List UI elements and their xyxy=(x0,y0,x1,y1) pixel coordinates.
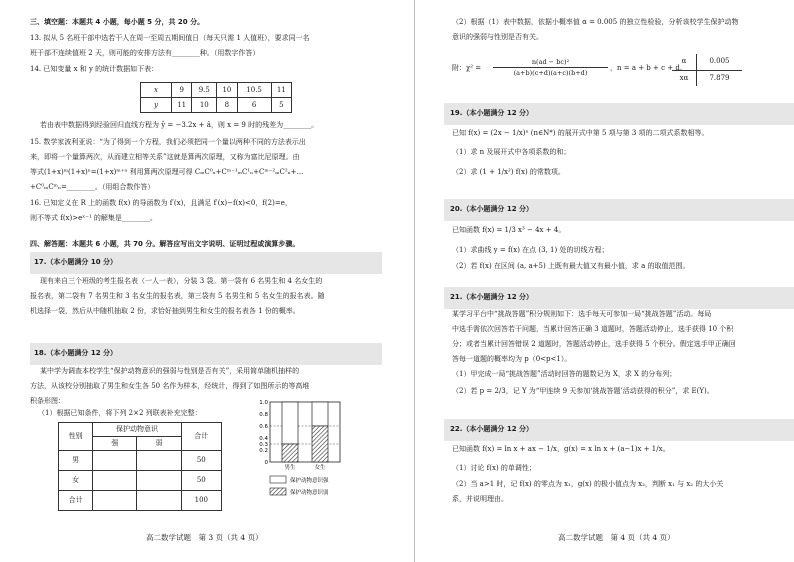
table-row-label: 女 xyxy=(59,471,93,491)
q21-header: 21.（本小题满分 12 分） xyxy=(450,293,534,301)
q15-line4: +C⁰ₘCᵐₙ=________。（用组合数作答） xyxy=(30,183,155,191)
q20-line1: 已知函数 f(x) = 1/3 x³ − 4x + 4。 xyxy=(452,226,566,234)
bar-weak xyxy=(312,402,328,426)
q13-line2: 班干部不连续值班 2 天，则可能的安排方法有________种。（用数字作答） xyxy=(30,49,260,57)
legend-swatch xyxy=(270,476,286,483)
q19-line3: （2）求 (1 + 1/x²) f(x) 的常数项。 xyxy=(452,168,565,176)
y-tick-label: 1.0 xyxy=(259,400,268,406)
bar-weak xyxy=(282,402,298,444)
q14-cell: 8 xyxy=(217,98,237,113)
table-cell-blank xyxy=(137,451,181,471)
y-tick-label: 0.3 xyxy=(259,442,268,448)
q16-line1: 16. 已知定义在 R 上的函数 f(x) 的导函数为 f′(x)，且满足 f′(x)−f(x)<0，f(2)=e， xyxy=(30,199,292,207)
table-cell-blank xyxy=(93,471,137,491)
q14-cell: 10 xyxy=(192,98,217,113)
table-row-label: 男 xyxy=(59,451,93,471)
q18-part2-line1: （2）根据（1）表中数据，依据小概率值 α = 0.005 的独立性检验，分析该校学生保护动物 xyxy=(452,18,739,26)
q21-line2: 中选手需依次回答若干问题，当累计回答正确 3 道题时，答题活动停止，选手获得 10 个积 xyxy=(452,325,734,333)
q22-line3: （2）当 a>1 时，记 f(x) 的零点为 x₁，g(x) 的极小值点为 x₂，判断 x₁ 与 x₂ 的大小关 xyxy=(452,480,724,488)
q14-cell: y xyxy=(141,98,172,113)
q19-header: 19.（本小题满分 12 分） xyxy=(450,109,534,117)
q14-line1: 14. 已知变量 x 和 y 的统计数据如下表： xyxy=(30,65,159,73)
q17-line2: 报名表，第二袋有 7 名男生和 3 名女生的报名表，第三袋有 5 名男生和 5 名女生的报名表。随 xyxy=(30,292,325,300)
bar-strong xyxy=(312,426,328,462)
table-row-total: 50 xyxy=(181,471,221,491)
section-4-title: 四、解答题：本题共 6 小题，共 70 分。解答应写出文字说明、证明过程或演算步骤。 xyxy=(30,240,300,248)
x-category-label: 男生 xyxy=(284,465,296,471)
right-footer: 高二数学试题 第 4 页（共 4 页） xyxy=(558,533,675,542)
q22-line1: 已知函数 f(x) = ln x + ax − 1/x，g(x) = x ln x + (a−1)x + 1/x。 xyxy=(452,445,670,453)
crit-cell: 0.005 xyxy=(697,54,743,70)
q14-table xyxy=(140,82,292,113)
table-row-total: 100 xyxy=(181,491,221,511)
y-tick-label: 0 xyxy=(264,460,268,466)
bar-strong xyxy=(282,444,298,462)
q13-line1: 13. 拟从 5 名班干部中选若干人在周一至周五期间值日（每天只需 1 人值班），要求同一名 xyxy=(30,34,310,42)
table-row-total: 50 xyxy=(181,451,221,471)
stacked-bar-chart xyxy=(254,398,354,523)
formula-prefix: 附：χ² = xyxy=(452,64,482,72)
q16-line2: 则不等式 f(x)>eˣ⁻¹ 的解集是________。 xyxy=(30,214,157,222)
q21-line4: 答每一道题的概率均为 p（0<p<1）。 xyxy=(452,355,572,363)
q15-line2: 来，即将一个量算两次，从而建立相等关系”这就是算两次原理，又称为富比尼原理。由 xyxy=(30,153,300,161)
table-row-label: 合计 xyxy=(59,491,93,511)
q14-cell: 9.5 xyxy=(192,83,217,98)
left-footer: 高二数学试题 第 3 页（共 4 页） xyxy=(146,533,263,542)
q20-line3: （2）若 f(x) 在区间 (a, a+5) 上既有最大值又有最小值，求 a 的取值范围。 xyxy=(452,262,690,270)
table-header-total: 合计 xyxy=(181,423,221,451)
x-category-label: 女生 xyxy=(314,465,326,471)
y-tick-label: 0.2 xyxy=(259,448,268,454)
q18-part2-line2: 意识的强弱与性别是否有关。 xyxy=(452,33,543,41)
q17-line3: 机选择一袋，然后从中随机抽取 2 份，求恰好抽到男生和女生的报名表各 1 份的概率。 xyxy=(30,307,300,315)
legend-label: 保护动物意识强 xyxy=(290,478,329,484)
q22-line4: 系，并说明理由。 xyxy=(452,495,508,503)
section-3-title: 三、填空题：本题共 4 小题，每小题 5 分，共 20 分。 xyxy=(30,18,205,26)
q14-cell: 9 xyxy=(172,83,192,98)
legend-label: 保护动物意识弱 xyxy=(290,490,329,496)
fraction-bar xyxy=(493,67,608,68)
q14-line2: 若由表中数据得到经验回归直线方程为 ŷ = −3.2x + â，则 x = 9 时的残差为________。 xyxy=(40,121,319,129)
table-cell-blank xyxy=(93,491,137,511)
table-header-gender: 性别 xyxy=(59,423,93,451)
q21-line1: 某学习平台中“挑战答题”积分规则如下：选手每天可参加一局“挑战答题”活动。每局 xyxy=(452,310,712,318)
contingency-table xyxy=(58,422,222,511)
formula-numerator: n(ad − bc)² xyxy=(531,58,570,66)
q21-line3: 分；或者当累计回答错误 2 道题时，答题活动停止，选手获得 5 个积分。假定选手甲正确回 xyxy=(452,340,736,348)
q18-line3: 积条形图： xyxy=(30,397,65,405)
table-header-weak: 弱 xyxy=(137,437,181,451)
formula-denominator: (a+b)(c+d)(a+c)(b+d) xyxy=(513,69,588,77)
q17-header: 17.（本小题满分 10 分） xyxy=(34,258,118,266)
q18-part1: （1）根据已知条件，将下列 2×2 列联表补充完整： xyxy=(38,409,202,417)
q14-cell: x xyxy=(141,83,172,98)
crit-cell: α xyxy=(672,54,697,70)
plot-frame xyxy=(270,402,340,462)
q20-line2: （1）求曲线 y = f(x) 在点 (3, 1) 处的切线方程； xyxy=(452,246,609,254)
y-tick-label: 0.8 xyxy=(259,412,268,418)
q15-line3: 等式(1+x)ᵐ(1+x)ⁿ=(1+x)ᵐ⁺ⁿ 利用算两次原理可得 CₘC⁰ₙ+Cᵐ⁻¹ₘC¹ₙ+Cᵐ⁻²ₘC²ₙ+… xyxy=(30,168,304,176)
q14-cell: 10 xyxy=(217,83,237,98)
q21-line5: （1）甲完成一局“挑战答题”活动时回答的题数记为 X，求 X 的分布列； xyxy=(452,370,677,378)
table-cell-blank xyxy=(137,491,181,511)
q18-header: 18.（本小题满分 12 分） xyxy=(34,349,118,357)
crit-cell: 7.879 xyxy=(697,70,743,86)
q14-cell: 11 xyxy=(271,83,291,98)
q14-cell: 10.5 xyxy=(237,83,271,98)
crit-cell: xα xyxy=(672,70,697,86)
page-spine xyxy=(414,0,415,562)
q21-line6: （2）若 p = 2/3，记 Y 为“甲连续 9 天参加‘挑战答题’活动获得的积分”，求 E(Y)。 xyxy=(452,387,714,395)
q18-line2: 方法，从该校分别抽取了男生和女生各 50 名作为样本，经统计，得到了如图所示的等高堆 xyxy=(30,382,310,390)
q19-line2: （1）求 n 及展开式中各项系数的和； xyxy=(452,148,571,156)
q19-line1: 已知 f(x) = (2x − 1/x)ⁿ (n∈N*) 的展开式中第 5 项与第 3 项的二项式系数相等。 xyxy=(452,129,709,137)
table-header-group: 保护动物意识 xyxy=(93,423,181,437)
q14-cell: 6 xyxy=(237,98,271,113)
q22-header: 22.（本小题满分 12 分） xyxy=(450,425,534,433)
q22-line2: （1）讨论 f(x) 的单调性； xyxy=(452,464,536,472)
table-header-strong: 强 xyxy=(93,437,137,451)
legend-swatch xyxy=(270,488,286,495)
q20-header: 20.（本小题满分 12 分） xyxy=(450,205,534,213)
q17-line1: 现有来自三个班级的考生报名表（一人一表），分装 3 袋。第一袋有 6 名男生和 4 名女生的 xyxy=(40,277,323,285)
q18-line1: 某中学为调查本校学生“保护动物意识的强弱与性别是否有关”，采用简单随机抽样的 xyxy=(40,367,300,375)
q14-cell: 5 xyxy=(271,98,291,113)
q14-cell: 11 xyxy=(172,98,192,113)
table-cell-blank xyxy=(137,471,181,491)
formula-tail: ，n = a + b + c + d。 xyxy=(610,64,687,72)
y-tick-label: 0.6 xyxy=(259,424,268,430)
critical-value-table xyxy=(672,54,742,86)
y-tick-label: 0.4 xyxy=(259,436,268,442)
q15-line1: 15. 数学家波利亚说：“为了得到一个方程，我们必须把同一个量以两种不同的方法表示出 xyxy=(30,138,306,146)
table-cell-blank xyxy=(93,451,137,471)
